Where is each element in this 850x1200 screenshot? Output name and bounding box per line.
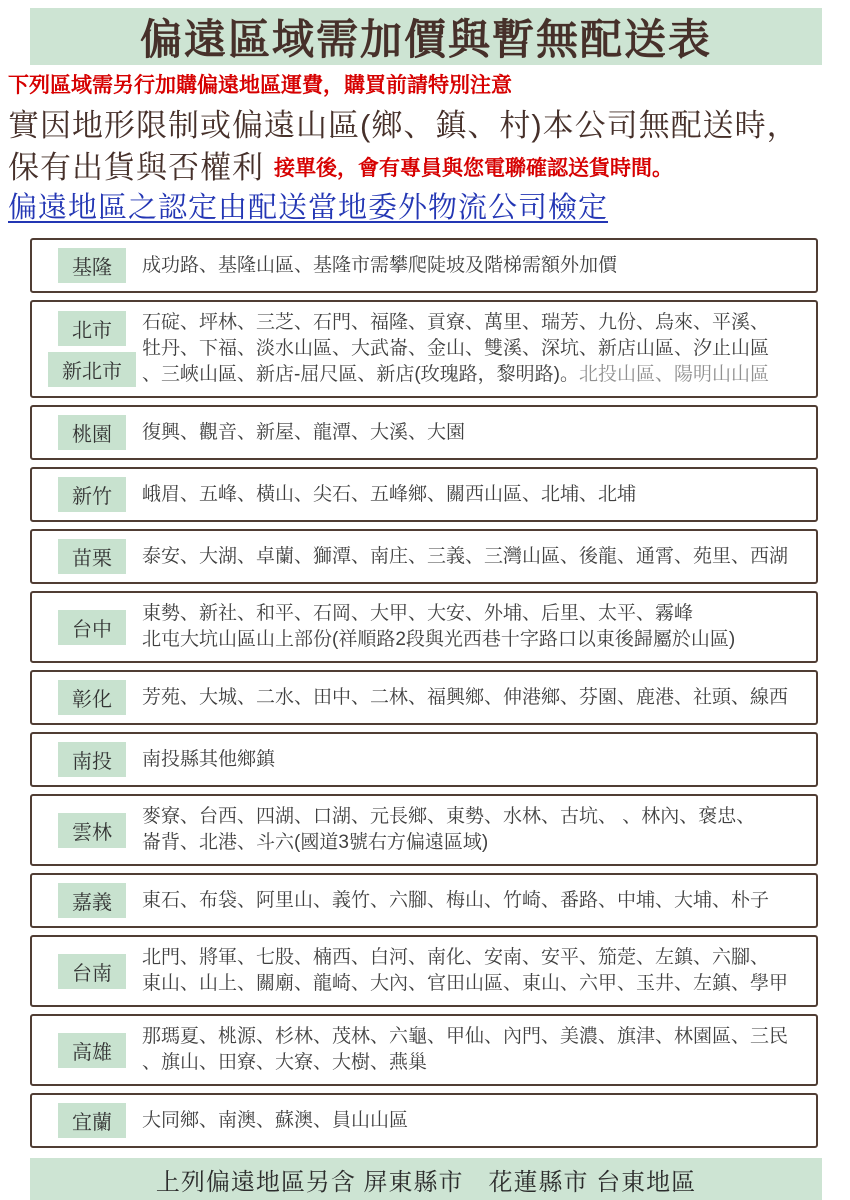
region-label-column — [46, 883, 138, 918]
region-label-column — [46, 539, 138, 574]
region-areas — [142, 1108, 408, 1134]
region-areas-line: 北門、將軍、七股、楠西、白河、南化、安南、安平、笳萣、左鎮、六腳、 — [142, 947, 770, 968]
table-row — [30, 670, 818, 725]
region-label: 雲林 — [58, 813, 126, 848]
region-areas — [142, 310, 769, 388]
region-label-column — [46, 311, 138, 387]
region-areas-line: 南投縣其他鄉鎮 — [142, 748, 276, 770]
page-root — [0, 8, 850, 1196]
table-row — [30, 1014, 818, 1086]
region-areas-line: 崙背、北港、斗六(國道3號右方偏遠區域) — [142, 832, 489, 853]
region-label-column — [46, 477, 138, 512]
region-label-column — [46, 1033, 138, 1068]
region-table — [30, 238, 818, 1148]
region-areas-line: 大同鄉、南澳、蘇澳、員山山區 — [142, 1109, 409, 1131]
footer-text: 上列偏遠地區另含 屏東縣市 花蓮縣市 台東地區 — [155, 1168, 697, 1196]
table-row — [30, 935, 818, 1007]
statement-line2-red: 接單後，會有專員與您電聯確認送貨時間。 — [274, 156, 673, 180]
region-areas-line: 泰安、大湖、卓蘭、獅潭、南庄、三義、三灣山區、後龍、通霄、苑里、西湖 — [142, 545, 789, 567]
region-areas-line: 牡丹、下福、淡水山區、大武崙、金山、雙溪、深坑、新店山區、汐止山區 — [142, 338, 770, 359]
region-label: 南投 — [58, 742, 126, 777]
table-row — [30, 405, 818, 460]
footer-banner — [30, 1158, 822, 1200]
statement-line1: 實因地形限制或偏遠山區(鄉、鎮、村)本公司無配送時， — [8, 108, 799, 143]
region-areas — [142, 420, 465, 446]
table-row — [30, 467, 818, 522]
region-label: 北市 — [58, 311, 126, 346]
region-areas-line: 北屯大坑山區山上部份(祥順路2段與光西巷十字路口以東後歸屬於山區) — [142, 629, 736, 650]
region-label-column — [46, 1103, 138, 1138]
region-label-column — [46, 680, 138, 715]
region-areas — [142, 747, 275, 773]
region-label: 基隆 — [58, 248, 126, 283]
region-areas-line: 、旗山、田寮、大寮、大樹、燕巢 — [142, 1052, 428, 1073]
table-row — [30, 591, 818, 663]
region-label-column — [46, 610, 138, 645]
region-label: 宜蘭 — [58, 1103, 126, 1138]
table-row — [30, 794, 818, 866]
region-areas-line: 東石、布袋、阿里山、義竹、六腳、梅山、竹崎、番路、中埔、大埔、朴子 — [142, 889, 770, 911]
region-label: 新北市 — [48, 352, 136, 387]
region-areas-line: 東山、山上、關廟、龍崎、大內、官田山區、東山、六甲、玉井、左鎮、學甲 — [142, 973, 789, 994]
page-title: 偏遠區域需加價與暫無配送表 — [139, 15, 712, 63]
region-areas-gray: 北投山區、陽明山山區 — [578, 364, 769, 385]
region-areas — [142, 945, 788, 997]
region-areas — [142, 804, 755, 856]
region-areas — [142, 601, 735, 653]
region-areas — [142, 888, 769, 914]
region-label-column — [46, 742, 138, 777]
table-row — [30, 300, 818, 398]
blue-note: 偏遠地區之認定由配送當地委外物流公司檢定 — [8, 192, 609, 224]
statement-line2 — [8, 148, 850, 188]
region-areas-line: 成功路、基隆山區、基隆市需攀爬陡坡及階梯需額外加價 — [142, 254, 618, 276]
region-areas-line: 麥寮、台西、四湖、口湖、元長鄉、東勢、水林、古坑、 、林內、褒忠、 — [142, 806, 756, 827]
table-row — [30, 873, 818, 928]
region-areas-line: 石碇、坪林、三芝、石門、福隆、貢寮、萬里、瑞芳、九份、烏來、平溪、 — [142, 312, 770, 333]
region-label: 彰化 — [58, 680, 126, 715]
region-areas — [142, 1024, 788, 1076]
region-label-column — [46, 415, 138, 450]
region-label: 新竹 — [58, 477, 126, 512]
table-row — [30, 529, 818, 584]
region-areas — [142, 685, 788, 711]
region-label-column — [46, 954, 138, 989]
region-areas-line: 那瑪夏、桃源、杉林、茂林、六龜、甲仙、內門、美濃、旗津、林園區、三民 — [142, 1026, 789, 1047]
region-areas — [142, 544, 788, 570]
region-areas-line: 峨眉、五峰、橫山、尖石、五峰鄉、關西山區、北埔、北埔 — [142, 483, 637, 505]
table-row — [30, 1093, 818, 1148]
region-areas — [142, 253, 617, 279]
region-label: 台南 — [58, 954, 126, 989]
statement-line2-main: 保有出貨與否權利 — [8, 150, 264, 185]
region-label: 台中 — [58, 610, 126, 645]
region-areas-line: 東勢、新社、和平、石岡、大甲、大安、外埔、后里、太平、霧峰 — [142, 603, 694, 624]
title-banner — [30, 8, 822, 65]
red-notice: 下列區域需另行加購偏遠地區運費，購買前請特別注意 — [8, 73, 512, 97]
region-label-column — [46, 813, 138, 848]
table-row — [30, 732, 818, 787]
region-label: 桃園 — [58, 415, 126, 450]
region-areas-line: 復興、觀音、新屋、龍潭、大溪、大園 — [142, 421, 466, 443]
region-label: 高雄 — [58, 1033, 126, 1068]
region-label: 嘉義 — [58, 883, 126, 918]
region-areas — [142, 482, 636, 508]
region-label: 苗栗 — [58, 539, 126, 574]
region-areas-line: 芳苑、大城、二水、田中、二林、福興鄉、伸港鄉、芬園、鹿港、社頭、線西 — [142, 686, 789, 708]
region-areas-line: 、三峽山區、新店-屈尺區、新店(玫瑰路，黎明路)。北投山區、陽明山山區 — [142, 364, 769, 385]
region-label-column — [46, 248, 138, 283]
table-row — [30, 238, 818, 293]
